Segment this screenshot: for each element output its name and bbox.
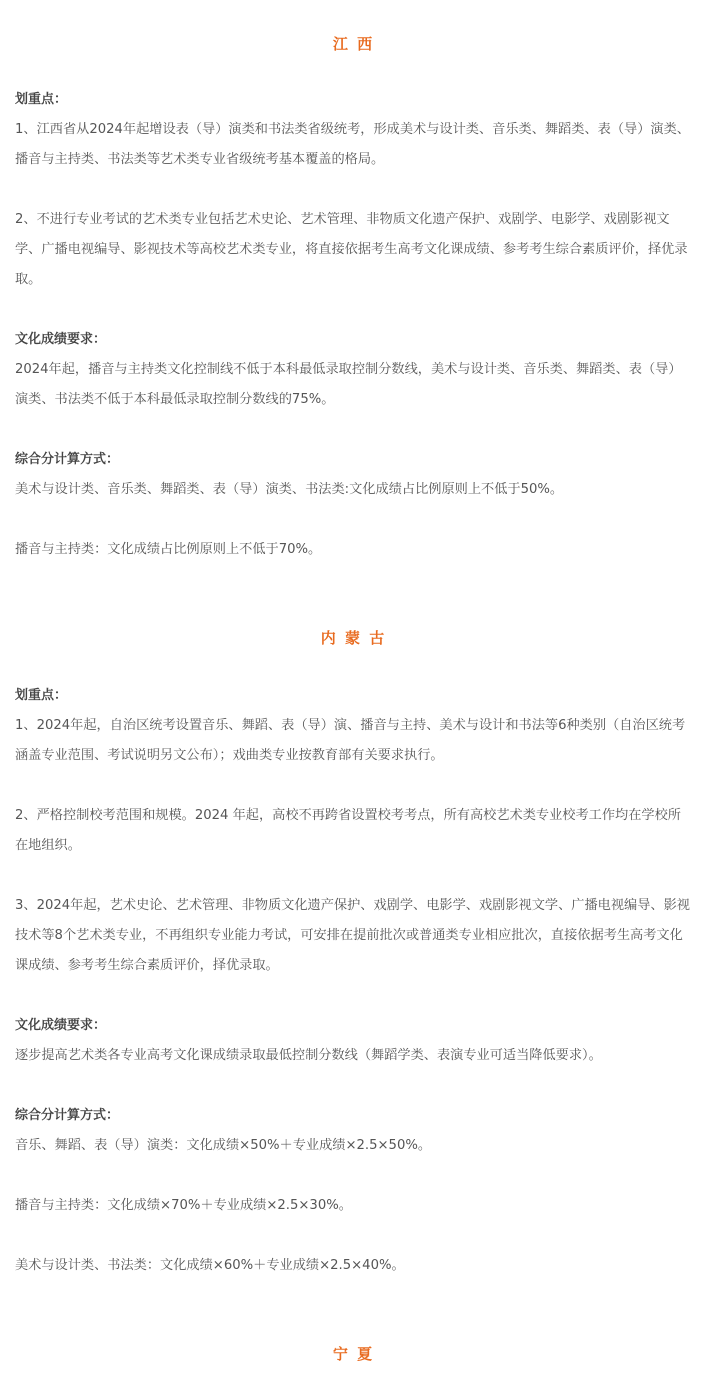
section-title-neimenggu: 内 蒙 古 xyxy=(320,629,387,647)
neimenggu-score-heading: 综合分计算方式： xyxy=(15,1108,120,1123)
neimenggu-score-line-2: 播音与主持类：文化成绩×70%＋专业成绩×2.5×30%。 xyxy=(15,1198,352,1213)
neimenggu-point-3: 3、2024年起，艺术史论、艺术管理、非物质文化遗产保护、戏剧学、电影学、戏剧影视文学、广播电视编导、影视技术等8个艺术类专业，不再组织专业能力考试，可安排在提前批次或普通类专业相应批次，直接依据考生高考文化课成绩、参考考生综合素质评价，择优录取。 xyxy=(15,898,690,973)
jiangxi-score-line-2: 播音与主持类：文化成绩占比例原则上不低于70%。 xyxy=(15,542,322,557)
neimenggu-culture-text: 逐步提高艺术类各专业高考文化课成绩录取最低控制分数线（舞蹈学类、表演专业可适当降低要求）。 xyxy=(15,1048,602,1063)
section-title-jiangxi: 江 西 xyxy=(332,35,375,53)
jiangxi-culture-text: 2024年起，播音与主持类文化控制线不低于本科最低录取控制分数线，美术与设计类、音乐类、舞蹈类、表（导）演类、书法类不低于本科最低录取控制分数线的75%。 xyxy=(15,362,682,407)
jiangxi-key-points-heading: 划重点： xyxy=(15,92,68,107)
neimenggu-key-points-heading: 划重点： xyxy=(15,688,68,703)
neimenggu-point-2: 2、严格控制校考范围和规模。2024 年起，高校不再跨省设置校考考点，所有高校艺术类专业校考工作均在学校所在地组织。 xyxy=(15,808,681,853)
section-title-ningxia: 宁 夏 xyxy=(332,1345,375,1363)
jiangxi-point-2: 2、不进行专业考试的艺术类专业包括艺术史论、艺术管理、非物质文化遗产保护、戏剧学、电影学、戏剧影视文学、广播电视编导、影视技术等高校艺术类专业，将直接依据考生高考文化课成绩、参考考生综合素质评价，择优录取。 xyxy=(15,212,688,287)
jiangxi-point-1: 1、江西省从2024年起增设表（导）演类和书法类省级统考，形成美术与设计类、音乐类、舞蹈类、表（导）演类、播音与主持类、书法类等艺术类专业省级统考基本覆盖的格局。 xyxy=(15,122,690,167)
neimenggu-point-1: 1、2024年起，自治区统考设置音乐、舞蹈、表（导）演、播音与主持、美术与设计和书法等6种类别（自治区统考涵盖专业范围、考试说明另文公布）；戏曲类专业按教育部有关要求执行。 xyxy=(15,718,686,763)
neimenggu-score-line-1: 音乐、舞蹈、表（导）演类：文化成绩×50%＋专业成绩×2.5×50%。 xyxy=(15,1138,432,1153)
jiangxi-score-line-1: 美术与设计类、音乐类、舞蹈类、表（导）演类、书法类:文化成绩占比例原则上不低于50%。 xyxy=(15,482,564,497)
neimenggu-culture-heading: 文化成绩要求： xyxy=(15,1018,107,1033)
jiangxi-culture-heading: 文化成绩要求： xyxy=(15,332,107,347)
jiangxi-score-heading: 综合分计算方式： xyxy=(15,452,120,467)
neimenggu-score-line-3: 美术与设计类、书法类：文化成绩×60%＋专业成绩×2.5×40%。 xyxy=(15,1258,405,1273)
